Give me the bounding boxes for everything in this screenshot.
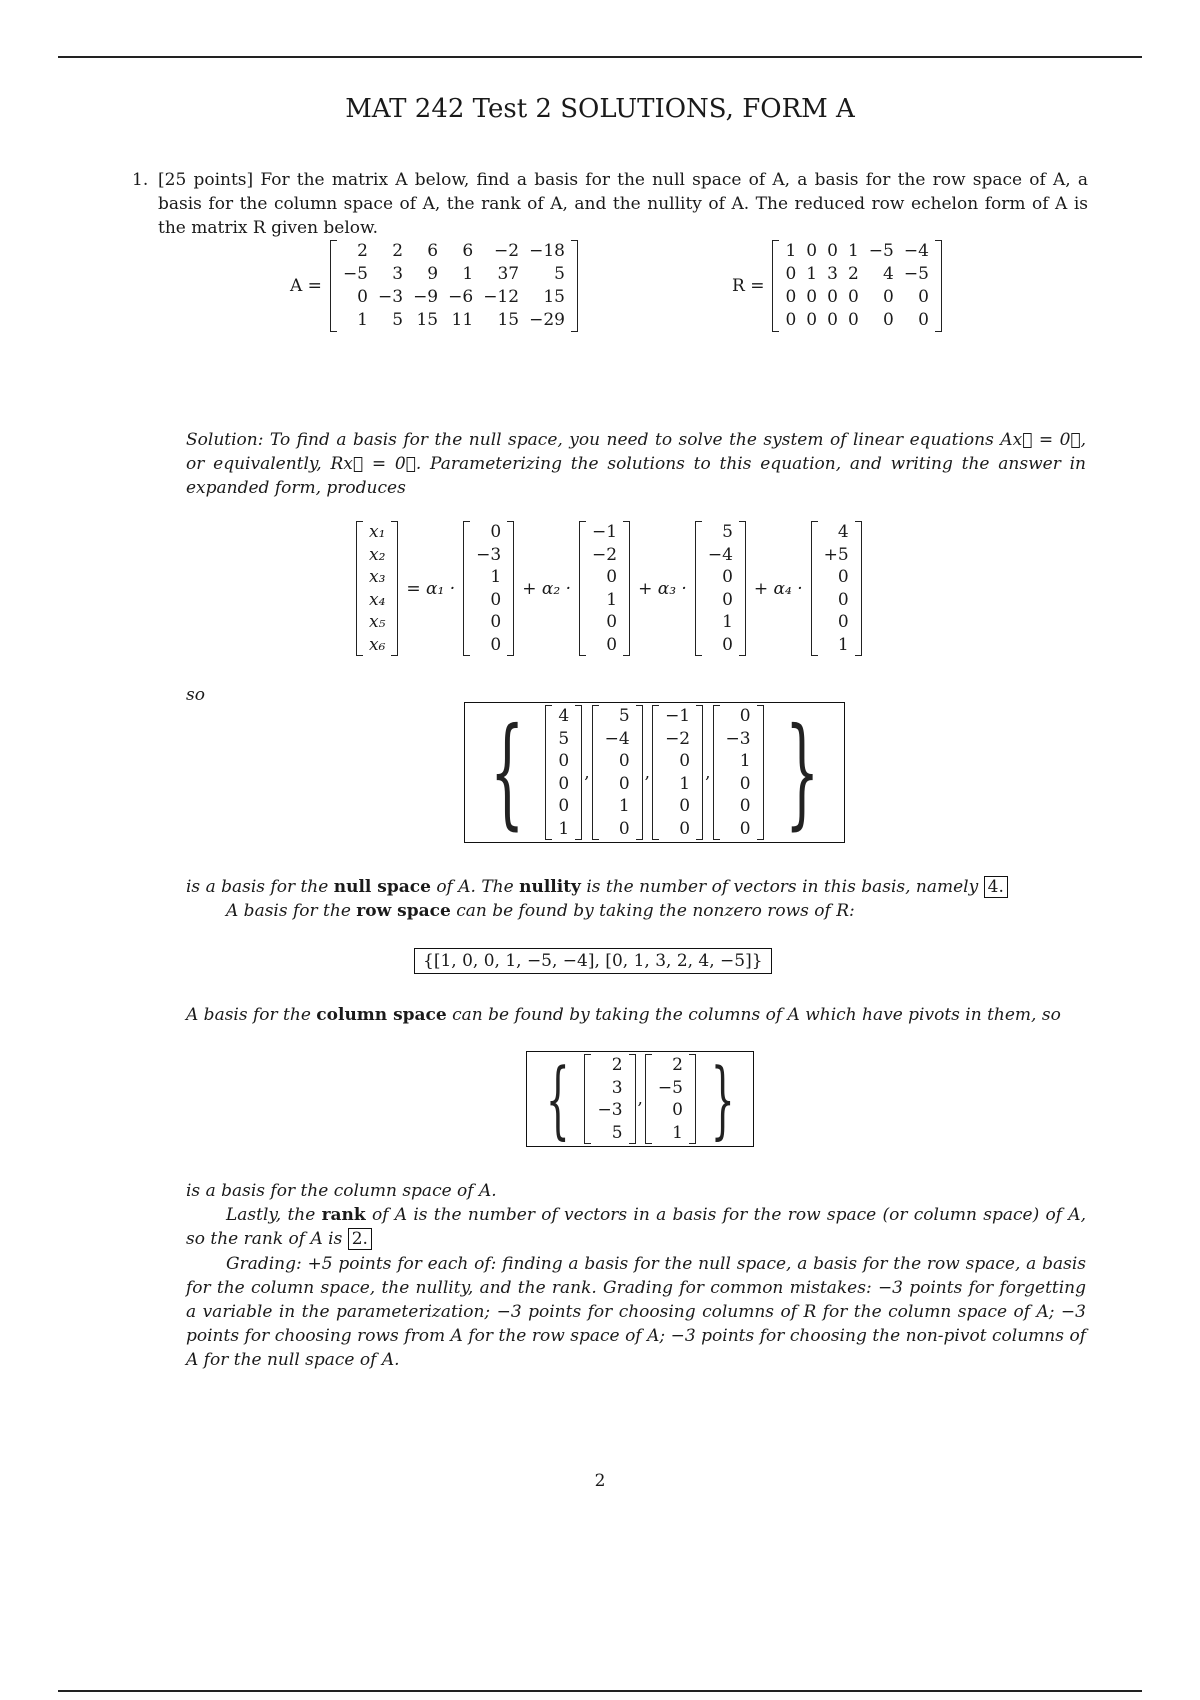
null-basis-vector: 0 −3 1 0 0 0 bbox=[713, 705, 764, 840]
problem-statement bbox=[132, 168, 1088, 240]
plus-alpha4: + α₄ · bbox=[753, 578, 803, 599]
problem-text: [25 points] For the matrix A below, find a basis for the null space of A, a basis for the row space of A, a basis for the column space of A, the rank of A, and the nullity of A. The reduced row echelon form of A is the matrix R given below. bbox=[158, 170, 1088, 238]
null-basis-vector: 4 5 0 0 0 1 bbox=[545, 705, 582, 840]
grading-paragraph: Grading: +5 points for each of: finding a basis for the null space, a basis for the row space, a basis for the column space, the nullity, and the rank. Grading for common mistakes: −3 points for forgetting a variable in the parameterization; −3 points for choosing columns of R for the column space of A; −3 points for choosing rows from A for the row space of A; −3 points for choosing the non-pivot columns of A for the null space of A. bbox=[186, 1254, 1086, 1370]
matrix-a-col: 2 3 −3 5 bbox=[378, 241, 404, 330]
column-space-paragraph: A basis for the column space can be found by taking the columns of A which have pivots in them, so bbox=[186, 1005, 1061, 1025]
row-space-paragraph: A basis for the row space can be found by taking the nonzero rows of R: bbox=[226, 901, 855, 921]
matrix-a-col: −2 37 −12 15 bbox=[483, 241, 520, 330]
plus-alpha2: + α₂ · bbox=[522, 578, 571, 599]
matrix-a-col: 6 9 −9 15 bbox=[413, 241, 439, 330]
parameterization-equation bbox=[356, 521, 862, 656]
column-space-conclusion: is a basis for the column space of A. bbox=[186, 1181, 497, 1201]
matrix-r-col: 1 0 0 0 bbox=[785, 241, 797, 330]
matrix-a bbox=[330, 240, 578, 332]
null-basis-vector: 5 −4 0 0 1 0 bbox=[592, 705, 643, 840]
vector-v3: 5 −4 0 0 1 0 bbox=[695, 521, 746, 656]
brace-open: { bbox=[489, 702, 525, 842]
bottom-rule bbox=[58, 1690, 1142, 1692]
matrix-a-equation bbox=[290, 240, 578, 332]
column-space-basis-box: { 2 3 −3 5 , 2 −5 0 1 } bbox=[526, 1051, 754, 1147]
matrix-r-equation bbox=[732, 240, 942, 332]
matrix-a-label: A = bbox=[290, 276, 322, 296]
matrix-a-col: 2 −5 0 1 bbox=[342, 241, 368, 330]
vector-v2: −1 −2 0 1 0 0 bbox=[579, 521, 630, 656]
null-space-basis-box: { 4 5 0 0 0 1 , 5 −4 0 0 1 0 , −1 −2 0 1 0 0 , 0 −3 1 0 0 0 } bbox=[464, 702, 845, 843]
problem-number: 1. bbox=[132, 170, 149, 190]
matrix-a-col: 6 1 −6 11 bbox=[448, 241, 474, 330]
so-text: so bbox=[186, 685, 205, 705]
matrix-r-col: −4 −5 0 0 bbox=[903, 241, 929, 330]
vector-v1: 0 −3 1 0 0 0 bbox=[463, 521, 514, 656]
null-basis-vector: −1 −2 0 1 0 0 bbox=[652, 705, 703, 840]
column-basis-vector: 2 −5 0 1 bbox=[645, 1054, 696, 1144]
top-rule bbox=[58, 56, 1142, 58]
rank-paragraph: Lastly, the rank of A is the number of vectors in a basis for the row space (or column space) of A, so the rank of A is 2. bbox=[186, 1205, 1086, 1249]
x-vector: x₁ x₂ x₃ x₄ x₅ x₆ bbox=[356, 521, 398, 656]
matrix-r-label: R = bbox=[732, 276, 765, 296]
page-number: 2 bbox=[594, 1471, 606, 1491]
null-space-paragraph: is a basis for the null space of A. The nullity is the number of vectors in this basis, namely 4. bbox=[186, 875, 1086, 899]
matrix-a-col: −18 5 15 −29 bbox=[529, 241, 565, 330]
matrix-r-col: 0 1 0 0 bbox=[806, 241, 818, 330]
matrix-r-col: 0 3 0 0 bbox=[827, 241, 838, 330]
solution-intro: Solution: To find a basis for the null space, you need to solve the system of linear equations Ax⃗ = 0⃗, or equivalently, Rx⃗ = 0⃗. Parameterizing the solutions to this equation, and writing the answer in expanded form, produces bbox=[186, 430, 1086, 498]
vector-v4: 4 +5 0 0 0 1 bbox=[811, 521, 862, 656]
equals-alpha1: = α₁ · bbox=[406, 578, 456, 599]
row-space-basis-box: {[1, 0, 0, 1, −5, −4], [0, 1, 3, 2, 4, −5]} bbox=[414, 948, 772, 974]
matrix-r bbox=[772, 240, 941, 332]
column-basis-vector: 2 3 −3 5 bbox=[584, 1054, 635, 1144]
page-title: MAT 242 Test 2 SOLUTIONS, FORM A bbox=[345, 94, 855, 124]
nullity-answer: 4. bbox=[984, 876, 1008, 898]
matrix-r-col: −5 4 0 0 bbox=[868, 241, 894, 330]
brace-close: } bbox=[784, 702, 819, 842]
matrix-r-col: 1 2 0 0 bbox=[847, 241, 859, 330]
rank-answer: 2. bbox=[348, 1228, 372, 1250]
plus-alpha3: + α₃ · bbox=[638, 578, 687, 599]
